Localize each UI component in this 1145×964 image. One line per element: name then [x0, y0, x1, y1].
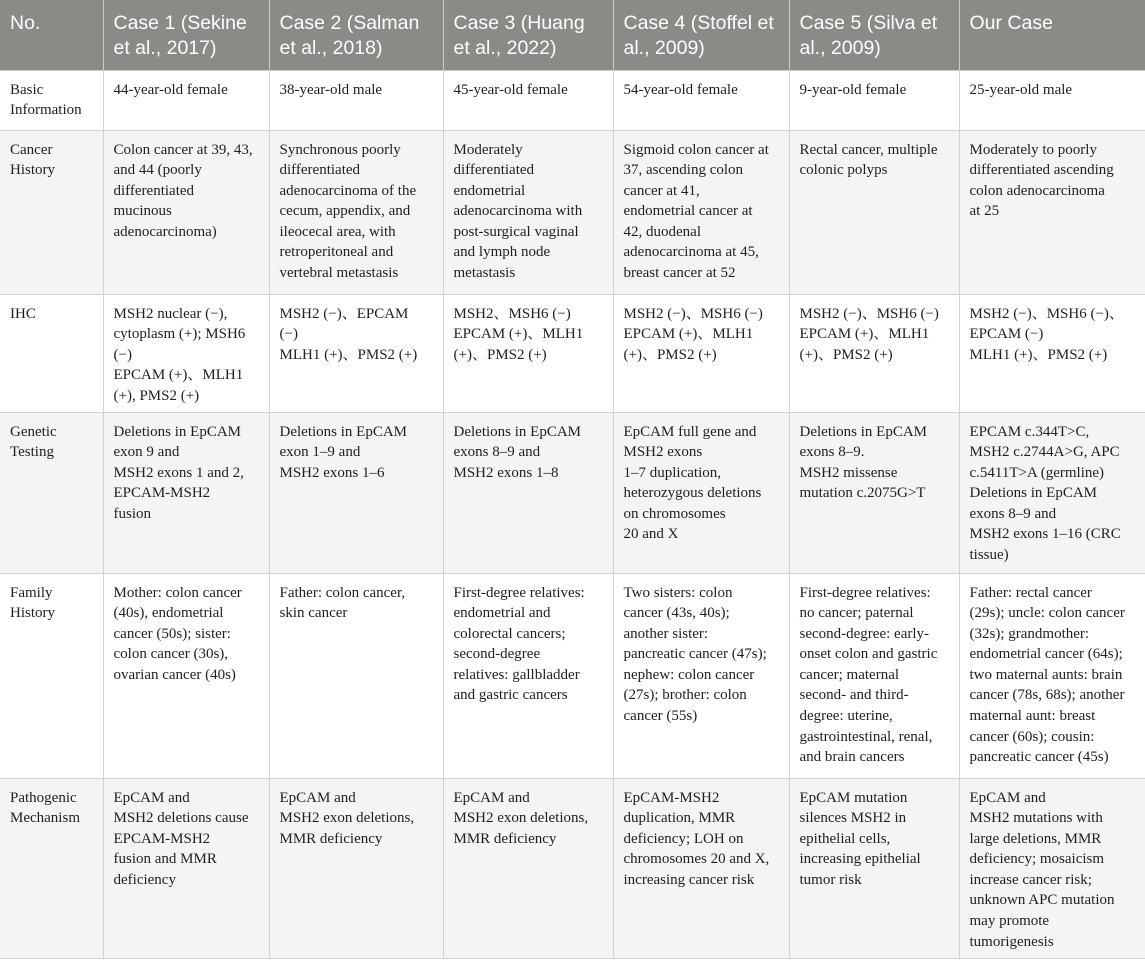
table-row — [0, 130, 1145, 294]
header-case-4: Case 4 (Stoffel et al., 2009) — [613, 0, 789, 70]
table-row — [0, 70, 1145, 130]
table-row — [0, 412, 1145, 573]
row-label-text: Family History — [10, 584, 55, 622]
table-header — [0, 0, 1145, 70]
row-label-cancer-history — [0, 130, 103, 294]
table-cell — [789, 294, 959, 412]
cell-text: Father: rectal cancer (29s); uncle: colon cancer (32s); grandmother: endometrial cancer (64s); two maternal aunts: brain cancer (78s, 68s); another maternal aunt: breast cancer (60s); cousin: pancreatic cancer (45s) — [969, 584, 1125, 766]
table-row — [0, 294, 1145, 412]
cell-text: Deletions in EpCAM exons 8–9. MSH2 missense mutation c.2075G>T — [799, 423, 927, 502]
table-cell — [103, 70, 269, 130]
table-body — [0, 70, 1145, 958]
table-cell — [789, 573, 959, 778]
table-row — [0, 778, 1145, 958]
table-cell — [613, 573, 789, 778]
table-cell — [269, 778, 443, 958]
cell-text: First-degree relatives: endometrial and colorectal cancers; second-degree relatives: gallbladder and gastric cancers — [453, 584, 585, 704]
table-cell — [443, 130, 613, 294]
table-cell — [613, 294, 789, 412]
cell-text: First-degree relatives: no cancer; paternal second-degree: early- onset colon and gastric cancer; maternal second- and third- degree: uterine, gastrointestinal, renal, and brain cancers — [799, 584, 938, 766]
cell-text: EpCAM and MSH2 mutations with large deletions, MMR deficiency; mosaicism increase cancer risk; unknown APC mutation may promote tumorigenesis — [969, 789, 1115, 950]
cell-text: EpCAM and MSH2 exon deletions, MMR deficiency — [279, 789, 415, 847]
table-cell — [103, 778, 269, 958]
table-cell — [269, 573, 443, 778]
row-label-ihc — [0, 294, 103, 412]
table-cell — [443, 70, 613, 130]
cell-text: Moderately differentiated endometrial adenocarcinoma with post-surgical vaginal and lymph node metastasis — [453, 141, 583, 282]
table-cell — [443, 778, 613, 958]
table-cell — [443, 573, 613, 778]
cell-text: MSH2 (−)、MSH6 (−) EPCAM (+)、MLH1 (+)、PMS2 (+) — [623, 305, 763, 363]
table-cell — [789, 130, 959, 294]
table-cell — [613, 412, 789, 573]
row-label-family-history — [0, 573, 103, 778]
table-cell — [103, 294, 269, 412]
cell-text: Sigmoid colon cancer at 37, ascending colon cancer at 41, endometrial cancer at 42, duodenal adenocarcinoma at 45, breast cancer at 52 — [623, 141, 769, 282]
header-our-case: Our Case — [959, 0, 1145, 70]
cell-text: Father: colon cancer, skin cancer — [279, 584, 406, 622]
table-row — [0, 573, 1145, 778]
table-cell — [269, 412, 443, 573]
cell-text: MSH2 (−)、MSH6 (−) EPCAM (+)、MLH1 (+)、PMS2 (+) — [799, 305, 939, 363]
cell-text: Deletions in EpCAM exon 1–9 and MSH2 exons 1–6 — [279, 423, 407, 481]
table-cell — [269, 294, 443, 412]
cell-text: Mother: colon cancer (40s), endometrial cancer (50s); sister: colon cancer (30s), ovarian cancer (40s) — [113, 584, 242, 683]
cell-text: MSH2 nuclear (−), cytoplasm (+); MSH6 (−) EPCAM (+)、MLH1 (+), PMS2 (+) — [113, 305, 246, 404]
row-label-pathogenic-mechanism — [0, 778, 103, 958]
table-cell — [789, 412, 959, 573]
row-label-genetic-testing — [0, 412, 103, 573]
row-label-text: Pathogenic Mechanism — [10, 789, 80, 827]
row-label-basic-information — [0, 70, 103, 130]
header-case-3: Case 3 (Huang et al., 2022) — [443, 0, 613, 70]
cell-text: Deletions in EpCAM exon 9 and MSH2 exons 1 and 2, EPCAM-MSH2 fusion — [113, 423, 244, 522]
table-cell — [613, 778, 789, 958]
row-label-text: Cancer History — [10, 141, 55, 179]
cell-text: EpCAM full gene and MSH2 exons 1–7 duplication, heterozygous deletions on chromosomes 20 and X — [623, 423, 762, 543]
table-cell — [959, 70, 1145, 130]
row-label-text: Genetic Testing — [10, 423, 57, 461]
header-case-1: Case 1 (Sekine et al., 2017) — [103, 0, 269, 70]
table-cell — [959, 778, 1145, 958]
table-cell — [789, 70, 959, 130]
cell-text: 44-year-old female — [113, 81, 228, 98]
table-cell — [269, 70, 443, 130]
table-cell — [959, 130, 1145, 294]
cell-text: 38-year-old male — [279, 81, 383, 98]
table-cell — [103, 573, 269, 778]
cell-text: 54-year-old female — [623, 81, 738, 98]
table-cell — [789, 778, 959, 958]
cell-text: Rectal cancer, multiple colonic polyps — [799, 141, 938, 179]
cell-text: MSH2 (−)、MSH6 (−)、 EPCAM (−) MLH1 (+)、PMS2 (+) — [969, 305, 1124, 363]
header-no: No. — [0, 0, 103, 70]
row-label-text: IHC — [10, 305, 36, 322]
row-label-text: Basic Information — [10, 81, 82, 119]
cell-text: MSH2、MSH6 (−) EPCAM (+)、MLH1 (+)、PMS2 (+) — [453, 305, 584, 363]
cell-text: Moderately to poorly differentiated ascending colon adenocarcinoma at 25 — [969, 141, 1114, 220]
cell-text: EPCAM c.344T>C, MSH2 c.2744A>G, APC c.5411T>A (germline) Deletions in EpCAM exons 8–9 and MSH2 exons 1–16 (CRC tissue) — [969, 423, 1121, 564]
cell-text: EpCAM and MSH2 deletions cause EPCAM-MSH2 fusion and MMR deficiency — [113, 789, 249, 888]
table-cell — [443, 294, 613, 412]
cell-text: Colon cancer at 39, 43, and 44 (poorly differentiated mucinous adenocarcinoma) — [113, 141, 253, 240]
cell-text: EpCAM and MSH2 exon deletions, MMR deficiency — [453, 789, 589, 847]
header-row — [0, 0, 1145, 70]
cell-text: EpCAM-MSH2 duplication, MMR deficiency; LOH on chromosomes 20 and X, increasing cancer risk — [623, 789, 770, 888]
table-cell — [103, 412, 269, 573]
table-cell — [443, 412, 613, 573]
table-cell — [959, 573, 1145, 778]
cell-text: 9-year-old female — [799, 81, 907, 98]
header-case-5: Case 5 (Silva et al., 2009) — [789, 0, 959, 70]
table-cell — [959, 412, 1145, 573]
cell-text: EpCAM mutation silences MSH2 in epithelial cells, increasing epithelial tumor risk — [799, 789, 921, 888]
cell-text: Two sisters: colon cancer (43s, 40s); another sister: pancreatic cancer (47s); nephew: colon cancer (27s); brother: colon cancer (55s) — [623, 584, 767, 725]
table-cell — [103, 130, 269, 294]
table-cell — [269, 130, 443, 294]
table-cell — [613, 70, 789, 130]
cell-text: MSH2 (−)、EPCAM (−) MLH1 (+)、PMS2 (+) — [279, 305, 418, 363]
table-cell — [959, 294, 1145, 412]
cell-text: Deletions in EpCAM exons 8–9 and MSH2 exons 1–8 — [453, 423, 581, 481]
cell-text: 25-year-old male — [969, 81, 1073, 98]
cell-text: Synchronous poorly differentiated adenocarcinoma of the cecum, appendix, and ileocecal area, with retroperitoneal and vertebral metastasis — [279, 141, 417, 282]
table-cell — [613, 130, 789, 294]
header-case-2: Case 2 (Salman et al., 2018) — [269, 0, 443, 70]
cell-text: 45-year-old female — [453, 81, 568, 98]
